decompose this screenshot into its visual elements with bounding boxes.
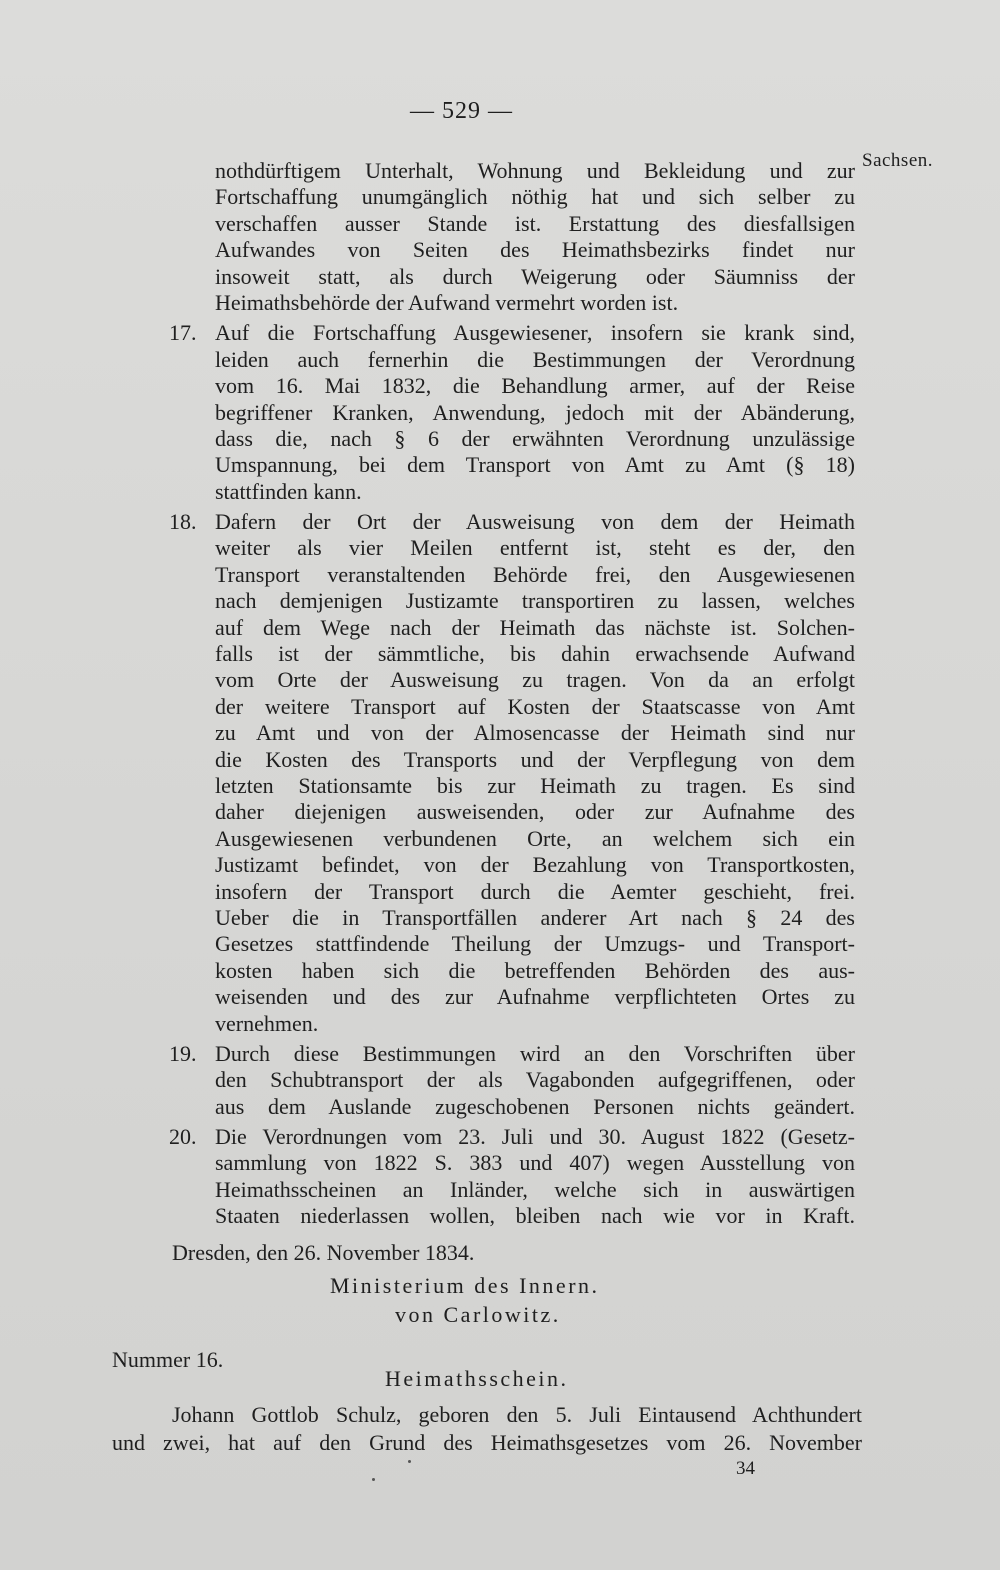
text-line: auf dem Wege nach der Heimath das nächste ist. Solchen- (215, 614, 855, 640)
paragraph-17 (169, 320, 855, 505)
paragraph-19 (169, 1040, 855, 1120)
text-line: letzten Stationsamte bis zur Heimath zu tragen. Es sind (215, 772, 855, 798)
text-line: daher diejenigen ausweisenden, oder zur Aufnahme des (215, 799, 855, 825)
form-number: Nummer 16. (112, 1347, 224, 1372)
text-line: Heimathsscheinen an Inländer, welche sich in auswärtigen (215, 1176, 855, 1202)
text-line: insoweit statt, als durch Weigerung oder Säumniss der (215, 263, 855, 289)
text-line: Justizamt befindet, von der Bezahlung von Transportkosten, (215, 852, 855, 878)
text-line: vom Orte der Ausweisung zu tragen. Von da an erfolgt (215, 667, 855, 693)
paragraph-20 (169, 1124, 855, 1230)
text-line: stattfinden kann. (215, 478, 362, 504)
text-line: Johann Gottlob Schulz, geboren den 5. Juli Eintausend Achthundert (172, 1402, 862, 1427)
text-line: Transport veranstaltenden Behörde frei, den Ausgewiesenen (215, 561, 855, 587)
text-line: Aufwandes von Seiten des Heimathsbezirks findet nur (215, 237, 855, 263)
body-text (169, 158, 855, 1230)
signature-mark: 34 (736, 1458, 755, 1479)
text-line: Durch diese Bestimmungen wird an den Vorschriften über (215, 1040, 855, 1066)
ministry-signature: Ministerium des Innern. (330, 1273, 600, 1298)
final-line-1 (172, 1402, 862, 1428)
intro-paragraph (215, 158, 855, 316)
text-line: weiter als vier Meilen entfernt ist, steht es der, den (215, 535, 855, 561)
text-line: die Kosten des Transports und der Verpflegung von dem (215, 746, 855, 772)
final-line-2 (112, 1430, 862, 1456)
text-line: den Schubtransport der als Vagabonden aufgegriffenen, oder (215, 1067, 855, 1093)
page-number: — 529 — (410, 98, 513, 124)
minister-name: von Carlowitz. (395, 1302, 561, 1327)
text-line: der weitere Transport auf Kosten der Staatscasse von Amt (215, 693, 855, 719)
text-line: Staaten niederlassen wollen, bleiben nach wie vor in Kraft. (215, 1203, 855, 1229)
text-line: Fortschaffung unumgänglich nöthig hat und sich selber zu (215, 184, 855, 210)
text-line: Umspannung, bei dem Transport von Amt zu Amt (§ 18) (215, 452, 855, 478)
paragraph-number: 18. (169, 509, 197, 535)
paragraph-number: 20. (169, 1124, 197, 1150)
text-line: begriffener Kranken, Anwendung, jedoch mit der Abänderung, (215, 399, 855, 425)
text-line: Auf die Fortschaffung Ausgewiesener, insofern sie krank sind, (215, 320, 855, 346)
text-line: zu Amt und von der Almosencasse der Heimath sind nur (215, 720, 855, 746)
text-line: weisenden und des zur Aufnahme verpflichteten Ortes zu (215, 984, 855, 1010)
text-line: und zwei, hat auf den Grund des Heimathsgesetzes vom 26. November (112, 1430, 862, 1455)
text-line: Gesetzes stattfindende Theilung der Umzugs- und Transport- (215, 931, 855, 957)
text-line: vernehmen. (215, 1010, 319, 1036)
specks-dot (408, 1460, 411, 1463)
text-line: kosten haben sich die betreffenden Behörden des aus- (215, 957, 855, 983)
text-line: vom 16. Mai 1832, die Behandlung armer, auf der Reise (215, 373, 855, 399)
text-line: Ausgewiesenen verbundenen Orte, an welchem sich ein (215, 825, 855, 851)
text-line: dass die, nach § 6 der erwähnten Verordnung unzulässige (215, 425, 855, 451)
text-line: nach demjenigen Justizamte transportiren zu lassen, welches (215, 588, 855, 614)
text-line: leiden auch fernerhin die Bestimmungen der Verordnung (215, 346, 855, 372)
specks-dot (372, 1478, 375, 1481)
text-line: Ueber die in Transportfällen anderer Art nach § 24 des (215, 904, 855, 930)
text-line: verschaffen ausser Stande ist. Erstattung des diesfallsigen (215, 210, 855, 236)
date-line: Dresden, den 26. November 1834. (172, 1240, 475, 1265)
paragraph-number: 19. (169, 1040, 197, 1066)
text-line: insofern der Transport durch die Aemter geschieht, frei. (215, 878, 855, 904)
form-heading: Heimathsschein. (385, 1366, 569, 1391)
text-line: nothdürftigem Unterhalt, Wohnung und Bekleidung und zur (215, 158, 855, 183)
text-line: Heimathsbehörde der Aufwand vermehrt worden ist. (215, 289, 679, 315)
text-line: falls ist der sämmtliche, bis dahin erwachsende Aufwand (215, 641, 855, 667)
text-line: sammlung von 1822 S. 383 und 407) wegen Ausstellung von (215, 1150, 855, 1176)
margin-note: Sachsen. (862, 150, 934, 171)
text-line: Dafern der Ort der Ausweisung von dem der Heimath (215, 509, 855, 535)
text-line: Die Verordnungen vom 23. Juli und 30. August 1822 (Gesetz- (215, 1124, 855, 1150)
paragraph-18 (169, 509, 855, 1037)
text-line: aus dem Auslande zugeschobenen Personen nichts geändert. (215, 1093, 855, 1119)
paragraph-number: 17. (169, 320, 197, 346)
